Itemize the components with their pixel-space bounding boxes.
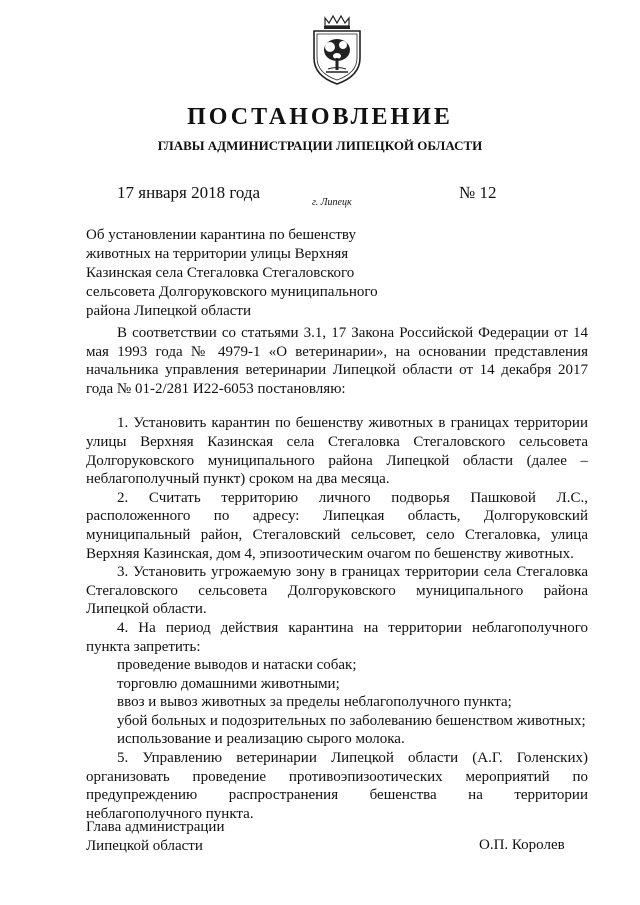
item-2-paragraph: 2. Считать территорию личного подворья Пашковой Л.С., расположенного по адресу: Липецкая область, Долгоруковский муниципальный район, Стегаловский сельсовет, село Стегаловка, улица Верхняя Казинская, дом 4, эпизоотическим очагом по бешенству животных. — [86, 489, 588, 562]
document-city: г. Липецк — [312, 197, 352, 208]
item-5-paragraph: 5. Управлению ветеринарии Липецкой области (А.Г. Голенских) организовать проведение противоэпизоотических мероприятий по предупреждению распространения бешенства на территории неблагополучного пункта. — [86, 750, 588, 822]
subject-line: Об установлении карантина по бешенству — [86, 227, 356, 243]
item-4-paragraph: 4. На период действия карантина на территории неблагополучного пункта запретить: — [86, 619, 588, 655]
document-subtitle: ГЛАВЫ АДМИНИСТРАЦИИ ЛИПЕЦКОЙ ОБЛАСТИ — [157, 138, 483, 153]
ban-item: использование и реализацию сырого молока. — [117, 731, 405, 748]
document-body — [86, 324, 588, 823]
ban-item: торговлю домашними животными; — [117, 675, 340, 692]
document-title: ПОСТАНОВЛЕНИЕ — [187, 104, 453, 130]
signature-position-line: Глава администрации — [86, 819, 225, 835]
coat-of-arms-emblem-icon — [308, 14, 366, 86]
document-number: № 12 — [459, 183, 497, 202]
signature-position — [86, 818, 224, 856]
ban-item: ввоз и вывоз животных за пределы неблагополучного пункта; — [117, 694, 512, 711]
document-subject — [86, 226, 396, 321]
item-3-paragraph: 3. Установить угрожаемую зону в границах территории села Стегаловка Стегаловского сельсовета Долгоруковского муниципального района Липецкой области. — [86, 564, 588, 618]
subject-line: сельсовета Долгоруковского муниципального — [86, 284, 378, 300]
signature-name: О.П. Королев — [479, 837, 565, 853]
subject-line: района Липецкой области — [86, 303, 251, 319]
subject-line: Казинская села Стегаловка Стегаловского — [86, 265, 355, 281]
ban-item: убой больных и подозрительных по заболеванию бешенством животных; — [117, 712, 586, 729]
subject-line: животных на территории улицы Верхняя — [86, 246, 349, 262]
preamble-paragraph: В соответствии со статьями 3.1, 17 Закона Российской Федерации от 14 мая 1993 года № 4979-1 «О ветеринарии», на основании представления начальника управления ветеринарии Липецкой области от 14 декабря 2017 года № 01-2/281 И22-6053 постановляю: — [86, 325, 588, 397]
document-date: 17 января 2018 года — [117, 183, 261, 202]
signature-position-line: Липецкой области — [86, 838, 203, 854]
item-1-paragraph: 1. Установить карантин по бешенству животных в границах территории улицы Верхняя Казинская села Стегаловка Стегаловского сельсовета Долгоруковского муниципального района Липецкой области (далее – неблагополучный пункт) сроком на два месяца. — [86, 415, 588, 488]
ban-item: проведение выводов и натаски собак; — [117, 657, 357, 674]
